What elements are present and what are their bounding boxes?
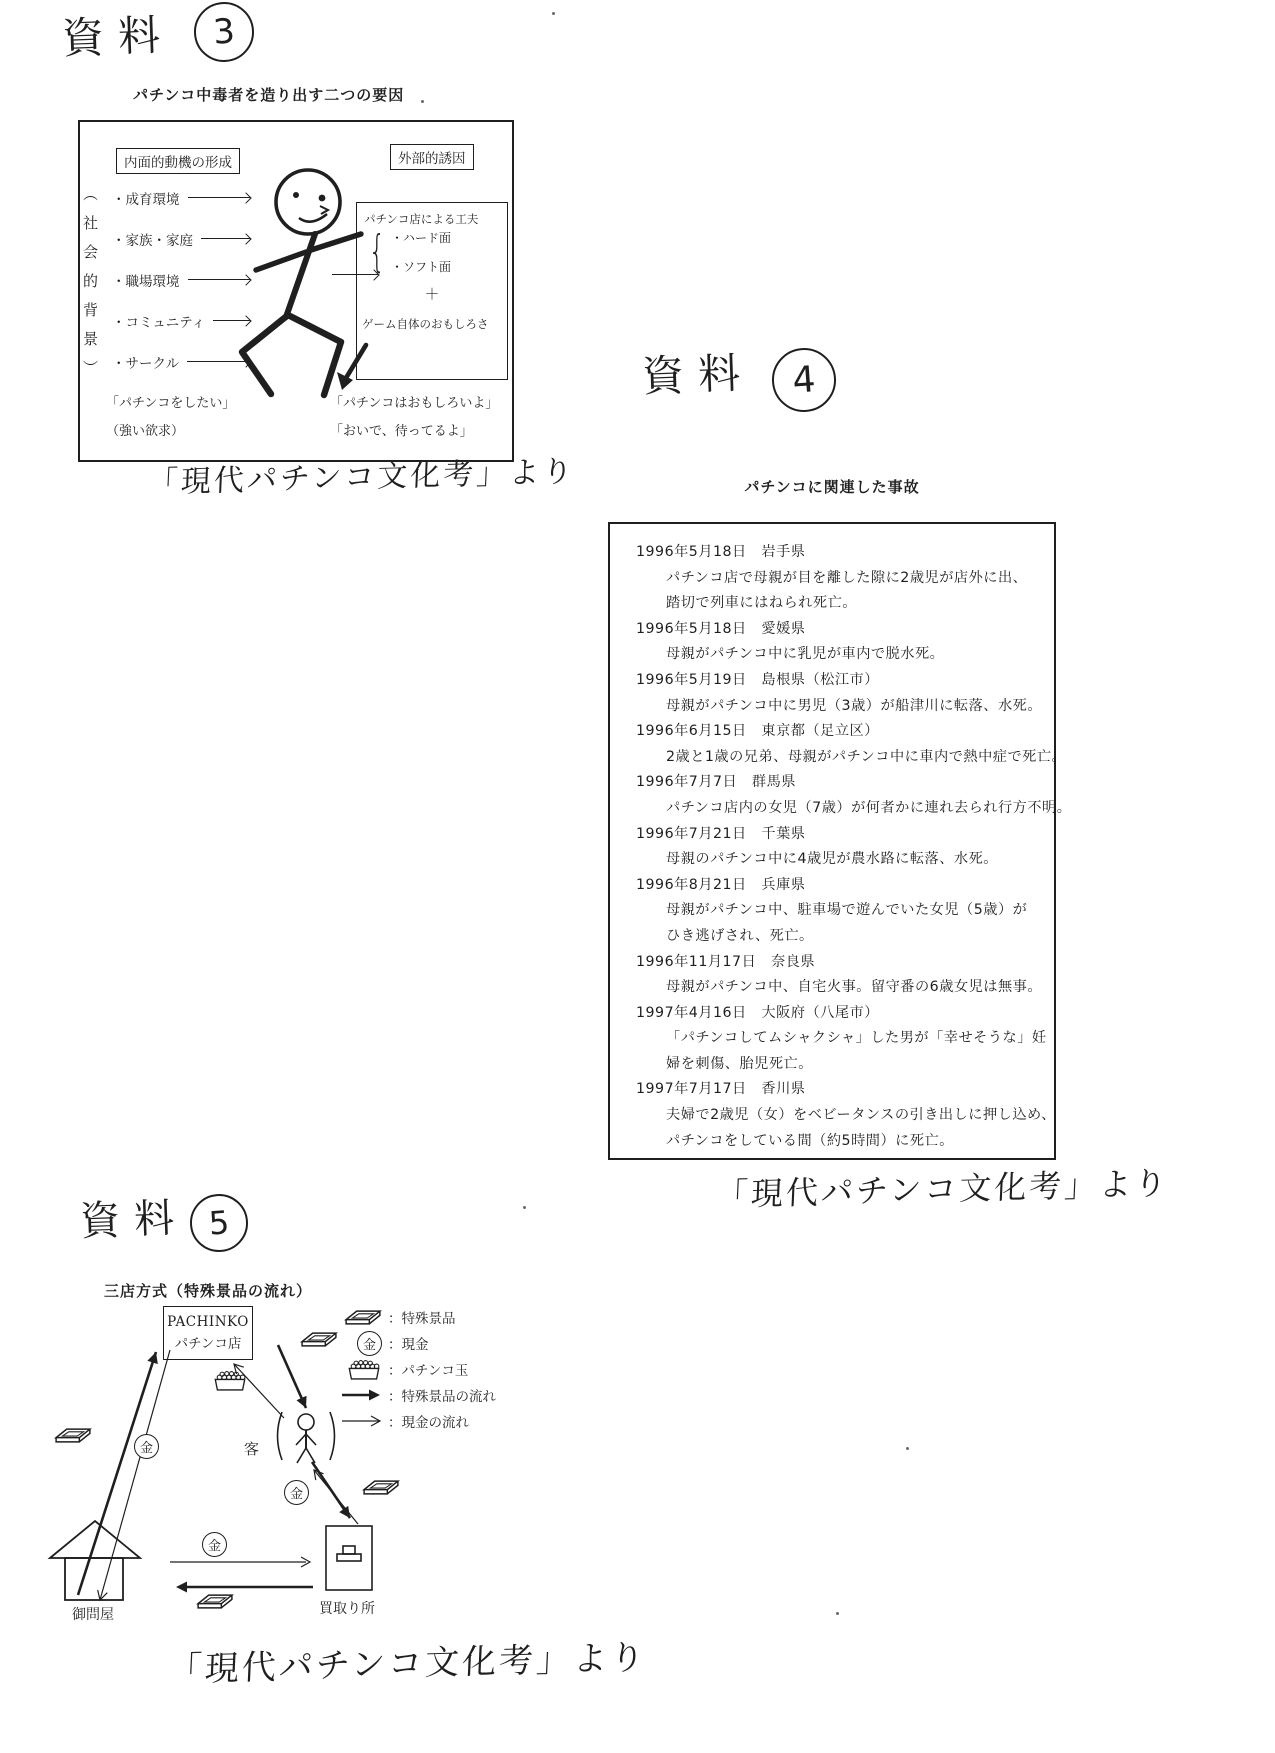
brace-icon: { — [368, 226, 386, 277]
legend-row-cash — [338, 1330, 496, 1356]
scan-speck — [906, 1447, 909, 1450]
special-prize-icon — [338, 1308, 382, 1327]
pachinko-balls-icon — [215, 1372, 245, 1390]
material3-handwritten-title: 資料 — [61, 10, 175, 63]
legend-label: ：特殊景品の流れ — [388, 1389, 496, 1405]
incident-date: 1996年8月21日 兵庫県 — [636, 876, 806, 893]
incident-line: 夫婦で2歳児（女）をベビータンスの引き出しに押し込め、 — [666, 1107, 1056, 1124]
external-quote-1: 「パチンコはおもしろいよ」 — [330, 396, 499, 411]
thick-arrow-icon — [338, 1389, 382, 1401]
material3-diagram-box — [78, 120, 514, 462]
material5-caption: 三店方式（特殊景品の流れ） — [104, 1282, 313, 1300]
special-prize-icon — [56, 1429, 90, 1442]
incident-line: パチンコ店で母親が目を離した隙に2歳児が店外に出、 — [666, 569, 1028, 586]
incident-date: 1996年7月7日 群馬県 — [636, 774, 796, 791]
incident-line: 踏切で列車にはねられ死亡。 — [666, 595, 857, 612]
external-quote-2: 「おいで、待ってるよ」 — [330, 424, 473, 439]
incident-line: パチンコをしている間（約5時間）に死亡。 — [666, 1132, 954, 1149]
internal-item-label: ・成育環境 — [112, 191, 180, 208]
scan-speck — [523, 1206, 526, 1209]
incident-line: パチンコ店内の女児（7歳）が何者かに連れ去られ行方不明。 — [666, 799, 1072, 816]
special-prize-icon — [198, 1595, 232, 1608]
incident-date: 1996年5月18日 愛媛県 — [636, 620, 806, 637]
scan-speck — [421, 100, 424, 103]
legend-row-prize-flow — [338, 1382, 496, 1408]
incident-date: 1997年7月17日 香川県 — [636, 1081, 806, 1098]
thin-arrow-icon — [338, 1415, 382, 1427]
material4-handwritten-title: 資料 — [641, 348, 755, 401]
cash-icon: 金 — [134, 1434, 159, 1459]
incident-line: ひき逃げされ、死亡。 — [666, 927, 814, 944]
external-brace-row — [363, 226, 507, 277]
incident-line: 母親がパチンコ中に男児（3歳）が船津川に転落、水死。 — [666, 697, 1043, 714]
cash-flow-arrow-wholesaler-to-buyer — [170, 1557, 310, 1567]
material4-citation: 「現代パチンコ文化考」より — [715, 1164, 1171, 1214]
external-quote-block — [330, 390, 498, 446]
legend-label: ：パチンコ玉 — [388, 1363, 469, 1379]
external-inner-items — [391, 229, 451, 275]
internal-motive-header: 内面的動機の形成 — [116, 148, 240, 174]
material5-citation: 「現代パチンコ文化考」より — [167, 1637, 648, 1691]
incident-date: 1996年6月15日 東京都（足立区） — [636, 723, 879, 740]
wholesaler-house-icon — [50, 1521, 140, 1600]
external-inner-box — [356, 202, 508, 380]
external-inner-item: ・ハード面 — [391, 231, 452, 245]
legend-label: ：特殊景品 — [388, 1311, 456, 1327]
incident-date: 1996年11月17日 奈良県 — [636, 953, 816, 970]
internal-item-label: ・サークル — [112, 355, 180, 372]
incident-date: 1996年5月18日 岩手県 — [636, 544, 806, 560]
incident-date: 1996年5月19日 島根県（松江市） — [636, 671, 879, 688]
internal-item-label: ・職場環境 — [112, 273, 180, 290]
three-shop-diagram — [38, 1300, 558, 1630]
legend-row-cash-flow — [338, 1408, 496, 1434]
internal-quote: 「パチンコをしたい」 — [106, 396, 236, 411]
internal-quote-note: （強い欲求） — [106, 424, 185, 439]
material3-circled-number: 3 — [192, 0, 256, 64]
external-inner-footer: ゲーム自体のおもしろさ — [362, 317, 489, 331]
legend-row-special-prize — [338, 1304, 496, 1330]
incident-line: 婦を刺傷、胎児死亡。 — [666, 1055, 813, 1072]
special-prize-icon — [364, 1481, 398, 1494]
cash-icon: 金 — [202, 1532, 227, 1557]
cash-flow-arrow-shop-to-wholesaler — [95, 1350, 170, 1601]
buyer-label: 買取り所 — [319, 1601, 375, 1617]
external-inner-item: ・ソフト面 — [391, 260, 452, 274]
incident-line: 母親がパチンコ中に乳児が車内で脱水死。 — [666, 646, 945, 663]
special-prize-icon — [302, 1333, 336, 1346]
scan-speck — [552, 12, 555, 15]
incident-date: 1997年4月16日 大阪府（八尾市） — [636, 1004, 879, 1021]
legend — [338, 1304, 496, 1434]
material3-caption: パチンコ中毒者を造り出す二つの要因 — [133, 86, 405, 104]
material3-citation: 「現代パチンコ文化考」より — [147, 454, 577, 501]
incident-line: 母親がパチンコ中、駐車場で遊んでいた女児（5歳）が — [666, 902, 1028, 919]
prize-flow-arrow-shop-to-customer — [278, 1345, 311, 1410]
legend-label: ：現金 — [388, 1337, 429, 1353]
external-inner-title: パチンコ店による工夫 — [364, 212, 479, 226]
incident-line: 母親のパチンコ中に4歳児が農水路に転落、水死。 — [666, 851, 998, 868]
material4-caption: パチンコに関連した事故 — [744, 478, 920, 496]
pachinko-balls-icon — [338, 1359, 382, 1380]
plus-sign: ＋ — [424, 285, 440, 303]
cash-icon: 金 — [284, 1480, 309, 1505]
pachinko-shop-label-en: PACHINKO — [167, 1314, 249, 1330]
pachinko-shop-node — [163, 1306, 253, 1360]
social-background-vertical-label: （社会的背景） — [81, 186, 99, 389]
incident-line: 2歳と1歳の兄弟、母親がパチンコ中に車内で熱中症で死亡。 — [666, 748, 1067, 765]
wholesaler-label: 御問屋 — [72, 1607, 114, 1623]
scan-speck — [836, 1612, 839, 1615]
material4-circled-number: 4 — [770, 346, 838, 414]
external-lure-header: 外部的誘因 — [390, 144, 474, 170]
pachinko-shop-label-jp: パチンコ店 — [174, 1336, 242, 1352]
customer-label: 客 — [244, 1440, 260, 1458]
prize-flow-arrow-buyer-to-wholesaler — [176, 1582, 313, 1593]
internal-item-label: ・コミュニティ — [112, 314, 206, 331]
legend-row-pachinko-balls — [338, 1356, 496, 1382]
cash-icon: 金 — [338, 1331, 382, 1356]
accident-list-box — [608, 522, 1072, 1160]
legend-label: ：現金の流れ — [388, 1415, 469, 1431]
incident-line: 母親がパチンコ中、自宅火事。留守番の6歳女児は無事。 — [666, 979, 1043, 996]
customer-figure-drawing — [278, 1412, 335, 1463]
internal-item-label: ・家族・家庭 — [112, 232, 193, 249]
incident-line: 「パチンコしてムシャクシャ」した男が「幸せそうな」妊 — [666, 1030, 1047, 1047]
cash-flow-arrow-buyer-to-customer — [310, 1467, 358, 1524]
internal-quote-block — [106, 390, 235, 446]
material5-circled-number: 5 — [188, 1192, 250, 1254]
material5-handwritten-title: 資料 — [79, 1195, 189, 1245]
buyer-booth-icon — [326, 1526, 372, 1590]
incident-date: 1996年7月21日 千葉県 — [636, 825, 806, 842]
